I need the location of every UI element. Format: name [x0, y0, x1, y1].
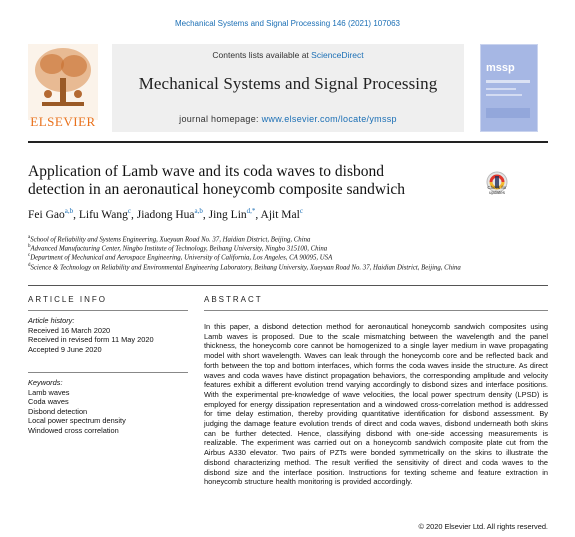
abstract-heading: ABSTRACT: [204, 295, 263, 304]
author-affiliation-marker[interactable]: a,b: [64, 207, 74, 215]
affiliation-marker: b: [28, 244, 31, 249]
author-name[interactable]: Jiadong Hua: [136, 208, 195, 221]
keyword-item[interactable]: Coda waves: [28, 397, 69, 406]
check-for-updates-line-2: updates: [488, 190, 505, 195]
abstract-rule: [204, 310, 548, 311]
article-title: [28, 163, 458, 199]
affiliation-marker: a: [28, 235, 31, 240]
author-affiliation-marker[interactable]: a,b: [194, 207, 203, 215]
affiliation-marker: c: [28, 253, 31, 258]
affiliation-marker: d: [28, 263, 31, 268]
check-for-updates-label[interactable]: [480, 185, 514, 195]
elsevier-wordmark[interactable]: ELSEVIER: [30, 114, 96, 129]
keyword-item[interactable]: Lamb waves: [28, 387, 70, 397]
homepage-link[interactable]: www.elsevier.com/locate/ymssp: [261, 114, 397, 124]
journal-reference[interactable]: Mechanical Systems and Signal Processing 146 (2021) 107063: [174, 19, 401, 28]
history-item: Accepted 9 June 2020: [28, 344, 102, 354]
check-for-updates-line-1: Check for: [487, 185, 507, 190]
article-info-heading: ARTICLE INFO: [28, 295, 107, 304]
affiliation: [28, 244, 558, 252]
affiliation-text: Advanced Manufacturing Center, Ningbo Institute of Technology, Beihang University, Ningbo 315100, China: [30, 245, 328, 253]
section-rule: [28, 285, 548, 286]
cover-graphic: [486, 78, 530, 122]
sciencedirect-link[interactable]: ScienceDirect: [311, 50, 364, 60]
article-title-line-2: detection in an aeronautical honeycomb composite sandwich: [28, 181, 406, 198]
author-name[interactable]: Fei Gao: [28, 208, 65, 221]
article-info-rule: [28, 310, 188, 311]
affiliation: [28, 263, 558, 271]
author-name[interactable]: Ajit Mal: [260, 208, 300, 221]
affiliation-text: School of Reliability and Systems Engineering, Xueyuan Road No. 37, Haidian District, Beijing, China: [30, 236, 311, 244]
contents-prefix: Contents lists available at: [212, 50, 312, 60]
affiliation-text: Science & Technology on Reliability and Environmental Engineering Laboratory, Beihang University, Xueyuan Road No. 37, Haidian District, Beijing, China: [30, 264, 461, 272]
author-list: Fei Gao$^{a,b}$, Lifu Wang$^c$, Jiadong Hua$^{a,b}$, Jing Lin$^{d,*}$, Ajit Mal$^c$: [28, 207, 303, 221]
keywords-rule: [28, 372, 188, 373]
author-name[interactable]: Jing Lin: [208, 208, 247, 221]
affiliation: [28, 235, 558, 243]
copyright-notice: © 2020 Elsevier Ltd. All rights reserved.: [418, 522, 548, 531]
author-affiliation-marker[interactable]: c: [299, 207, 303, 215]
history-item: Received in revised form 11 May 2020: [28, 335, 154, 344]
author-affiliation-marker[interactable]: c: [127, 207, 131, 215]
article-title-line-1: Application of Lamb wave and its coda waves to disbond: [28, 163, 384, 180]
elsevier-tree-logo: [28, 44, 98, 120]
history-label: Article history:: [28, 316, 75, 325]
homepage-prefix: journal homepage:: [179, 114, 262, 124]
journal-cover-title: mssp: [486, 62, 515, 74]
keywords-block: [28, 378, 193, 435]
author-name[interactable]: Lifu Wang: [78, 208, 128, 221]
article-history: [28, 316, 193, 354]
journal-title: Mechanical Systems and Signal Processing: [138, 74, 438, 93]
author-affiliation-marker[interactable]: d,*: [246, 207, 256, 215]
keyword-item[interactable]: Disbond detection: [28, 406, 88, 416]
contents-line: [112, 50, 464, 60]
header-rule: [28, 141, 548, 143]
history-item: Received 16 March 2020: [28, 325, 111, 335]
keyword-item[interactable]: Windowed cross correlation: [28, 425, 119, 435]
keywords-label: Keywords:: [28, 378, 63, 387]
abstract-text: In this paper, a disbond detection method for aeronautical honeycomb sandwich composites using Lamb waves is proposed. Due to the scale mismatching between the wavelength and the panel thickness, the honeycomb core cannot be homogenized to a single layer medium in wave propagating model with short wavelength. Waves can leak through the honeycomb core and be reflected back and forth between the top and bottom interfaces, which forms the coda waves inside the structure. As direct waves and coda waves have distinct propagation behaviors, the corresponding amplitude and velocity features exhibit a different evolution trend varying accordingly to disbond sizes and interface positions. With the experimental pre-knowledge of wave velocities, the local power spectrum density (LPSD) is employed for energy dissipation representation and a windowed cross-correlation method is addressed for time delay estimation, thereby providing quantitative identification for disbond assessment. By judging the damage feature evolution trends of direct and coda waves, disbond underneath both skins can be further detected. Hence, classifying disbond with one-side accessing measurements is realizable. The experiment was carried out on a honeycomb sandwich composite plate cut from the Airbus A330 elevator. Two pairs of PZTs were bonded symmetrically on the skins to illustrate the disbond characterizing method. The result verified the sensitivity of direct and coda waves to the disbond size and the interface position. Instructions for texting scheme and feature extraction in honeycomb structure health monitoring is provided accordingly.: [204, 322, 548, 487]
affiliation: [28, 253, 558, 261]
keyword-item[interactable]: Local power spectrum density: [28, 416, 126, 425]
journal-homepage: [112, 114, 464, 124]
affiliation-text: Department of Mechanical and Aerospace Engineering, University of California, Los Angeles, CA 90095, USA: [30, 254, 333, 262]
